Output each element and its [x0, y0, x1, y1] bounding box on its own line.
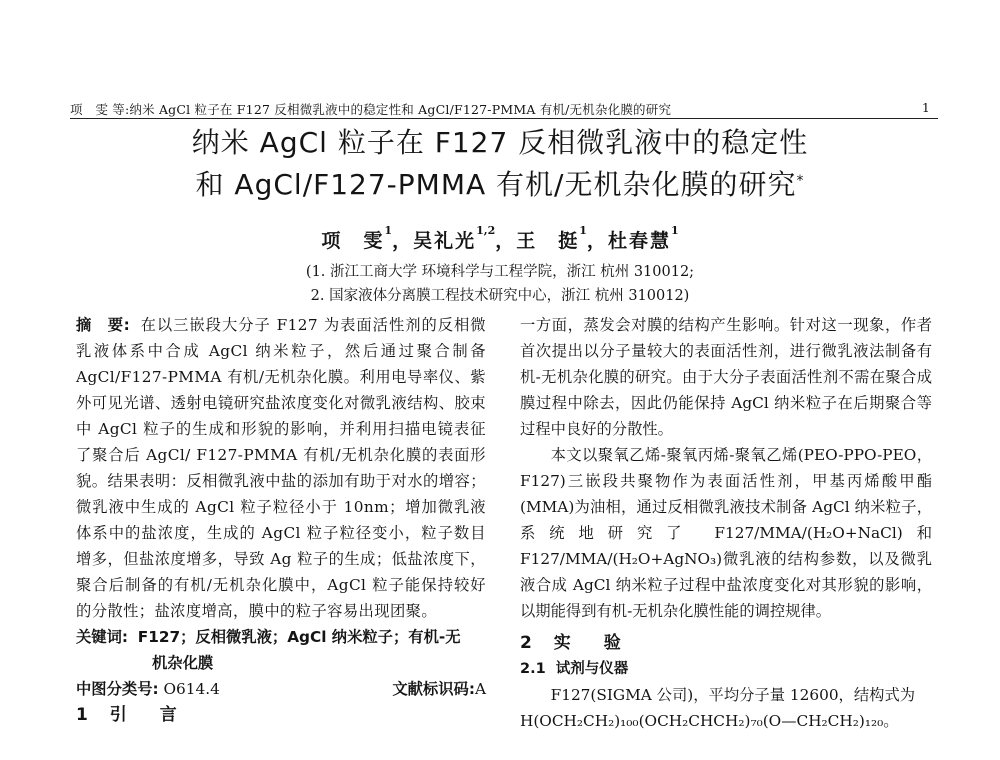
page-number: 1 [921, 100, 930, 115]
keywords-continued: 机杂化膜 [152, 654, 214, 672]
classification-label: 中图分类号: [76, 680, 159, 698]
section-1-heading [76, 702, 486, 728]
paper-title-line-1: 纳米 AgCl 粒子在 F127 反相微乳液中的稳定性 [191, 126, 809, 159]
author-affiliation-mark: 1 [670, 224, 679, 237]
right-column [520, 312, 932, 734]
subsection-number: 2.1 [520, 661, 546, 677]
section-1-title: 引 言 [109, 705, 185, 725]
section-2-number: 2 [520, 633, 540, 653]
section-1-number: 1 [76, 705, 96, 725]
subsection-title: 试剂与仪器 [555, 661, 629, 677]
affiliation-2: 2. 国家液体分离膜工程技术研究中心，浙江 杭州 310012) [310, 288, 690, 304]
classification-value: O614.4 [163, 680, 220, 698]
author-affiliation-mark: 1,2 [476, 224, 496, 237]
affiliation-1: (1. 浙江工商大学 环境科学与工程学院，浙江 杭州 310012; [305, 264, 695, 280]
abstract-label: 摘 要: [76, 316, 130, 334]
abstract-text: 在以三嵌段大分子 F127 为表面活性剂的反相微乳液体系中合成 AgCl 纳米粒子，然后通过聚合制备 AgCl/F127-PMMA 有机/无机杂化膜。利用电导率仪、紫外可见光谱、透射电镜研究盐浓度变化对微乳液结构、胶束中 AgCl 粒子的生成和形貌的影响，并利用扫描电镜表征了聚合后 AgCl/ F127-PMMA 有机/无机杂化膜的表面形貌。结果表明：反相微乳液中盐的添加有助于对水的增容；微乳液中生成的 AgCl 粒子粒径小于 10nm；增加微乳液体系中的盐浓度，生成的 AgCl 粒子粒径变小，粒子数目增多，但盐浓度增多，导致 Ag 粒子的生成；低盐浓度下，聚合后制备的有机/无机杂化膜中，AgCl 粒子能保持较好的分散性；盐浓度增高，膜中的粒子容易出现团聚。 [76, 316, 486, 620]
running-head [70, 100, 938, 118]
left-column [76, 312, 486, 728]
author-affiliation-mark: 1 [384, 224, 393, 237]
author-name: 项 雯 [321, 230, 385, 252]
title-footnote-mark: * [796, 173, 805, 189]
section-2-heading [520, 630, 932, 656]
classification-row [76, 676, 486, 702]
subsection-2-1-heading [520, 656, 932, 682]
document-code-label: 文献标识码: [392, 680, 475, 698]
paper-title-line-2 [60, 168, 940, 202]
paragraph: F127(SIGMA 公司)，平均分子量 12600，结构式为 [550, 686, 916, 704]
author-name: 吴礼光 [413, 230, 477, 252]
keywords-text: F127；反相微乳液；AgCl 纳米粒子；有机-无 [137, 628, 461, 646]
author-name: 王 挺 [516, 230, 580, 252]
paper-title-line-2-text: 和 AgCl/F127-PMMA 有机/无机杂化膜的研究 [195, 168, 797, 201]
structural-formula: H(OCH₂CH₂)₁₀₀(OCH₂CHCH₂)₇₀(O—CH₂CH₂)₁₂₀。 [520, 712, 899, 730]
header-rule [70, 118, 938, 119]
author-list: 项 雯$^1$，吴礼光$^{1,2}$，王 挺$^1$，杜春慧$^1$ [321, 224, 679, 252]
keywords-label: 关键词: [76, 628, 129, 646]
author-affiliation-mark: 1 [579, 224, 587, 237]
paragraph: 一方面，蒸发会对膜的结构产生影响。针对这一现象，作者首次提出以分子量较大的表面活性剂，进行微乳液法制备有机-无机杂化膜的研究。由于大分子表面活性剂不需在聚合成膜过程中除去，因此仍能保持 AgCl 纳米粒子在后期聚合等过程中良好的分散性。 [520, 316, 932, 438]
section-2-title: 实 验 [553, 633, 629, 653]
author-name: 杜春慧 [607, 230, 671, 252]
abstract [76, 312, 486, 624]
paragraph: 本文以聚氧乙烯-聚氧丙烯-聚氧乙烯(PEO-PPO-PEO，F127)三嵌段共聚物作为表面活性剂，甲基丙烯酸甲酯(MMA)为油相，通过反相微乳液技术制备 AgCl 纳米粒子，系统地研究了 F127/MMA/(H₂O+NaCl)和 F127/MMA/(H₂O+AgNO₃)微乳液的结构参数，以及微乳液合成 AgCl 纳米粒子过程中盐浓度变化对其形貌的影响，以期能得到有机-无机杂化膜性能的调控规律。 [520, 446, 932, 620]
document-code-value: A [474, 680, 486, 698]
running-title: 项 雯 等:纳米 AgCl 粒子在 F127 反相微乳液中的稳定性和 AgCl/F127-PMMA 有机/无机杂化膜的研究 [70, 102, 672, 117]
keywords [76, 624, 486, 650]
